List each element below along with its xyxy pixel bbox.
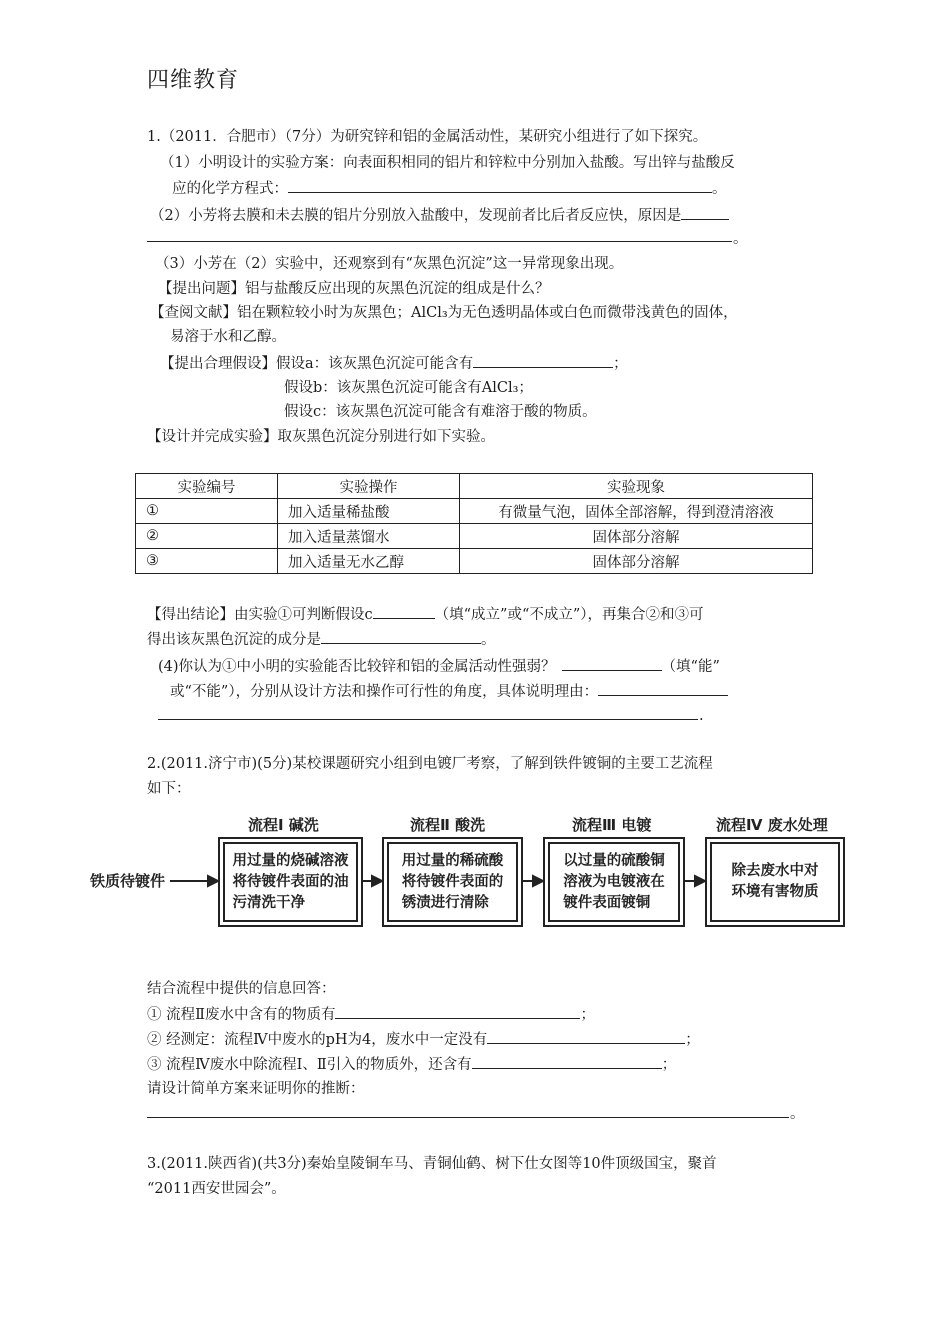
table-cell: 固体部分溶解	[460, 524, 813, 549]
table-cell: 加入适量稀盐酸	[278, 499, 460, 524]
table-cell: 固体部分溶解	[460, 549, 813, 574]
conclusion-label: 【得出结论】由实验①可判断假设c	[147, 607, 373, 623]
table-cell: 加入适量无水乙醇	[278, 549, 460, 574]
q1-part1-end: 。	[712, 181, 727, 197]
q2-sub2	[147, 1029, 700, 1050]
arrow-head	[695, 876, 705, 886]
q2-title-line2: 如下：	[147, 781, 191, 797]
conclusion-end: 。	[481, 632, 496, 648]
stage1-text: 用过量的烧碱溶液 将待镀件表面的油 污清洗干净	[232, 852, 349, 911]
table-header: 实验编号	[136, 474, 278, 499]
q2-sub1-label: ① 流程Ⅱ废水中含有的物质有	[147, 1007, 336, 1023]
brand-title: 四维教育	[147, 68, 240, 93]
arrow-head	[533, 876, 543, 886]
q2-sub2-end: ；	[685, 1032, 700, 1048]
stage2-title: 流程Ⅱ 酸洗	[410, 816, 486, 834]
stage4-box	[705, 837, 845, 927]
stage2-text: 用过量的稀硫酸 将待镀件表面的 锈渍进行清除	[401, 852, 504, 911]
table-cell: 有微量气泡，固体全部溶解，得到澄清溶液	[460, 499, 813, 524]
q2-sub3-label: ③ 流程Ⅳ废水中除流程Ⅰ、Ⅱ引入的物质外，还含有	[147, 1057, 472, 1073]
reference-line2: 易溶于水和乙醇。	[170, 329, 286, 345]
q2-sub1-end: ；	[580, 1007, 595, 1023]
design-experiment: 【设计并完成实验】取灰黑色沉淀分别进行如下实验。	[147, 429, 495, 445]
stage1-box	[218, 837, 363, 927]
hypothesis-a-label: 【提出合理假设】假设a：该灰黑色沉淀可能含有	[160, 356, 474, 372]
reference-line1: 【查阅文献】铝在颗粒较小时为灰黑色；AlCl₃为无色透明晶体或白色而微带浅黄色的固体，	[150, 305, 738, 321]
q2-sub2-label: ② 经测定：流程Ⅳ中废水的pH为4，废水中一定没有	[147, 1032, 488, 1048]
q2-intro: 结合流程中提供的信息回答：	[147, 981, 336, 997]
q2-proof-end: 。	[790, 1106, 805, 1122]
stage3-title: 流程Ⅲ 电镀	[572, 816, 652, 834]
table-cell: ③	[136, 549, 278, 574]
q2-sub1-blank[interactable]	[335, 1004, 580, 1019]
q2-sub3-end: ；	[661, 1057, 677, 1073]
hypothesis-a-end: ；	[613, 356, 628, 372]
arrow-head	[372, 876, 382, 886]
hypothesis-b: 假设b：该灰黑色沉淀可能含有AlCl₃；	[284, 380, 533, 396]
q1-part2-label: （2）小芳将去膜和未去膜的铝片分别放入盐酸中，发现前者比后者反应快，原因是	[150, 208, 682, 224]
table-header: 实验操作	[278, 474, 460, 499]
raise-question: 【提出问题】铝与盐酸反应出现的灰黑色沉淀的组成是什么？	[158, 281, 550, 297]
table-cell: ②	[136, 524, 278, 549]
q1-part1-label: 应的化学方程式：	[172, 181, 288, 197]
stage2-box	[382, 837, 523, 927]
table-cell: ①	[136, 499, 278, 524]
hypothesis-c: 假设c：该灰黑色沉淀可能含有难溶于酸的物质。	[284, 404, 597, 420]
table-cell: 加入适量蒸馏水	[278, 524, 460, 549]
q1-part4-end: （填“能”	[661, 659, 720, 675]
q1-part2-end: 。	[733, 231, 748, 247]
q1-part3: （3）小芳在（2）实验中，还观察到有“灰黑色沉淀”这一异常现象出现。	[155, 256, 624, 272]
q2-sub4: 请设计简单方案来证明你的推断：	[147, 1081, 365, 1097]
q2-title: 2.(2011.济宁市)(5分)某校课题研究小组到电镀厂考察，了解到铁件镀铜的主要工艺流程	[147, 756, 713, 772]
stage4-text: 除去废水中对 环境有害物质	[731, 863, 819, 900]
stage4-title: 流程Ⅳ 废水处理	[716, 816, 828, 834]
q3-title-line2: “2011西安世园会”。	[147, 1181, 286, 1197]
flow-start-label: 铁质待镀件	[90, 872, 166, 890]
q1-part4-reason-label: 或“不能”），分别从设计方法和操作可行性的角度，具体说明理由：	[170, 684, 599, 700]
q2-proof-blank[interactable]	[147, 1117, 789, 1118]
q1-part1-line1: （1）小明设计的实验方案：向表面积相同的铝片和锌粒中分别加入盐酸。写出锌与盐酸反	[160, 155, 735, 171]
conclusion-component-label: 得出该灰黑色沉淀的成分是	[147, 632, 321, 648]
q2-sub1	[147, 1004, 595, 1025]
q1-title: 1.（2011．合肥市）（7分）为研究锌和铝的金属活动性，某研究小组进行了如下探究。	[147, 129, 708, 145]
q3-title: 3.(2011.陕西省)(共3分)秦始皇陵铜车马、青铜仙鹤、树下仕女图等10件顶级国宝，聚首	[147, 1156, 717, 1172]
q2-sub3-blank[interactable]	[472, 1054, 662, 1069]
q1-part4-end-dot: .	[699, 708, 704, 724]
arrow-head	[208, 876, 218, 886]
q2-sub3	[147, 1054, 676, 1075]
stage3-box	[543, 837, 685, 927]
conclusion-continue: （填“成立”或“不成立”），再集合②和③可	[434, 607, 704, 623]
q1-part4-label: (4)你认为①中小明的实验能否比较锌和铝的金属活动性强弱？	[158, 659, 556, 675]
q2-sub2-blank[interactable]	[487, 1029, 685, 1044]
stage3-text: 以过量的硫酸铜 溶液为电镀液在 镀件表面镀铜	[563, 852, 665, 911]
table-header: 实验现象	[460, 474, 813, 499]
stage1-title: 流程Ⅰ 碱洗	[248, 816, 319, 834]
